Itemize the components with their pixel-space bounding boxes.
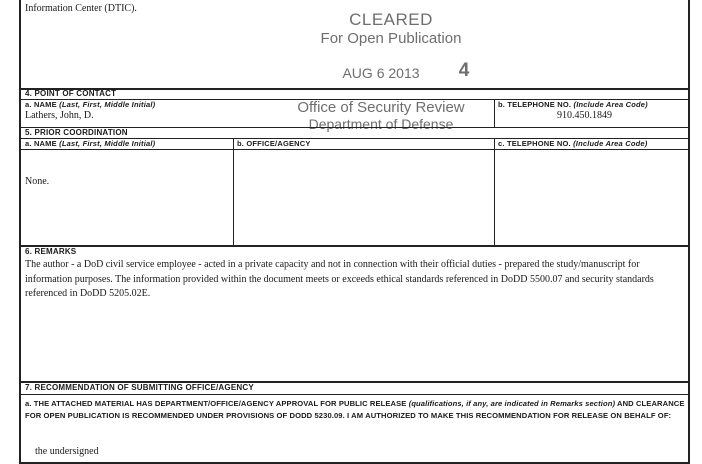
recommendation-text-hint: (qualifications, if any, are indicated in Remarks section) xyxy=(408,399,616,408)
stamp-department: Department of Defense xyxy=(308,116,454,132)
poc-name-value: Lathers, John, D. xyxy=(25,110,94,121)
poc-phone-hint: (Include Area Code) xyxy=(573,100,648,109)
stamp-cleared: CLEARED xyxy=(349,10,433,29)
section6-top-rule xyxy=(21,245,688,247)
section7-heading: 7. RECOMMENDATION OF SUBMITTING OFFICE/AGENCY xyxy=(25,383,254,392)
section6-heading: 6. REMARKS xyxy=(25,247,77,256)
section4-divider xyxy=(494,99,495,127)
recommendation-text-start: a. THE ATTACHED MATERIAL HAS DEPARTMENT/OFFICE/AGENCY APPROVAL FOR PUBLIC RELEASE xyxy=(25,399,409,408)
poc-name-label-text: a. NAME xyxy=(25,100,57,109)
stamp-open-publication: For Open Publication xyxy=(320,30,462,47)
section7-heading-rule xyxy=(21,394,688,395)
coord-phone-hint: (Include Area Code) xyxy=(573,139,648,148)
poc-phone-value: 910.450.1849 xyxy=(557,110,612,121)
coord-name-value: None. xyxy=(25,176,50,187)
poc-phone-label-text: b. TELEPHONE NO. xyxy=(498,100,572,109)
dtic-text-fragment: Information Center (DTIC). xyxy=(25,3,137,14)
section5-divider-1 xyxy=(233,138,234,245)
stamp-date: AUG 6 2013 xyxy=(342,65,420,81)
remarks-text: The author - a DoD civil service employee - acted in a private capacity and not in connection with their official duties - prepared the study/manuscript for information purposes. The information provided within the document meets or exceeds ethical standards referenced in DoDD 5500.07 and security standards referenced in DoDD 5205.02E. xyxy=(25,259,654,299)
coord-name-label-text: a. NAME xyxy=(25,139,57,148)
poc-name-label xyxy=(25,100,155,109)
section5-label-rule xyxy=(21,149,688,150)
section4-heading: 4. POINT OF CONTACT xyxy=(25,89,117,98)
recommendation-text xyxy=(25,398,687,422)
coord-name-hint: (Last, First, Middle Initial) xyxy=(59,139,156,148)
poc-phone-label xyxy=(498,100,648,109)
section5-heading: 5. PRIOR COORDINATION xyxy=(25,128,128,137)
coord-phone-label-text: c. TELEPHONE NO. xyxy=(498,139,571,148)
coord-name-label xyxy=(25,139,155,148)
section5-divider-2 xyxy=(494,138,495,245)
dd-form-1910 xyxy=(19,0,690,464)
section4-top-rule xyxy=(21,88,688,90)
poc-name-hint: (Last, First, Middle Initial) xyxy=(59,100,156,109)
coord-office-label: b. OFFICE/AGENCY xyxy=(237,139,311,148)
coord-phone-label xyxy=(498,139,647,148)
stamp-office: Office of Security Review xyxy=(297,99,465,116)
recommendation-text-end: AND CLEARANCE FOR OPEN PUBLICATION IS RECOMMENDED UNDER PROVISIONS OF DODD 5230.09. I AM AUTHORIZED TO MAKE THIS RECOMMENDATION FOR RELEASE ON BEHALF OF: xyxy=(25,399,685,420)
stamp-day-digit: 4 xyxy=(458,60,470,81)
recommendation-fill-in: the undersigned xyxy=(35,446,99,457)
